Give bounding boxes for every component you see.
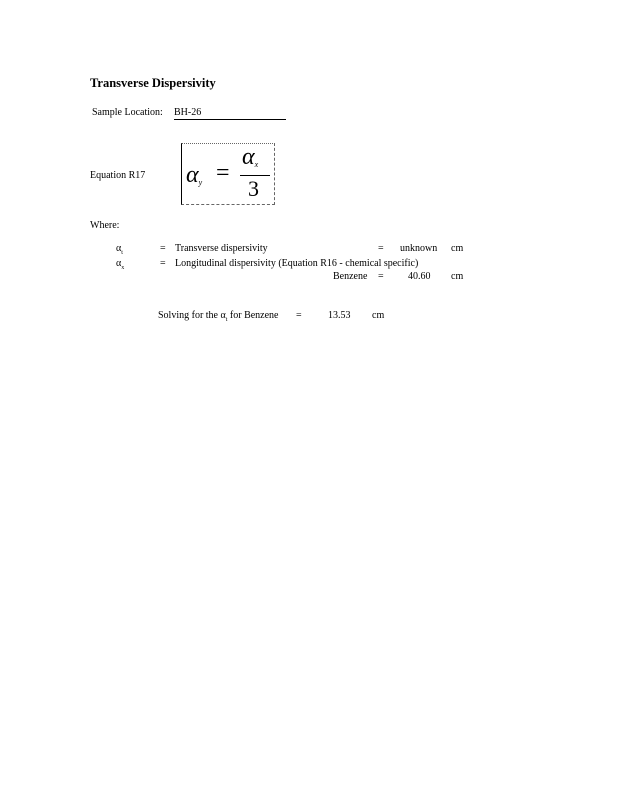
definition-equals: = bbox=[160, 258, 166, 269]
equation-label: Equation R17 bbox=[90, 170, 146, 181]
definition-symbol-subscript: t bbox=[121, 250, 123, 256]
equation-lhs-symbol: α bbox=[186, 162, 199, 188]
definition-symbol-longitudinal bbox=[116, 258, 124, 271]
solution-prefix: Solving for the α bbox=[158, 310, 226, 321]
definition-symbol-subscript: x bbox=[121, 265, 125, 271]
equation-lhs bbox=[186, 162, 202, 189]
solution-label bbox=[158, 310, 279, 323]
equation-box bbox=[181, 143, 275, 205]
equation-denominator: 3 bbox=[248, 176, 259, 201]
definition-value-equals: = bbox=[378, 243, 384, 254]
sample-location-value: BH-26 bbox=[174, 107, 286, 120]
chemical-equals: = bbox=[378, 271, 384, 282]
sample-location-label: Sample Location: bbox=[92, 107, 163, 118]
solution-suffix: for Benzene bbox=[227, 310, 279, 321]
equation-lhs-subscript: y bbox=[198, 178, 203, 187]
definition-symbol-char: α bbox=[116, 243, 122, 254]
solution-unit: cm bbox=[372, 310, 385, 321]
equation-numerator-subscript: x bbox=[254, 160, 259, 169]
chemical-name: Benzene bbox=[333, 271, 368, 282]
where-label: Where: bbox=[90, 220, 120, 231]
definition-description-transverse: Transverse dispersivity bbox=[175, 243, 268, 254]
equation-equals: = bbox=[216, 160, 230, 186]
definition-value-transverse: unknown bbox=[400, 243, 438, 254]
definition-description-longitudinal: Longitudinal dispersivity (Equation R16 - chemical specific) bbox=[175, 258, 419, 269]
chemical-value: 40.60 bbox=[408, 271, 431, 282]
definition-symbol-char: α bbox=[116, 258, 122, 269]
solution-equals: = bbox=[296, 310, 302, 321]
solution-subscript: t bbox=[225, 317, 228, 323]
definition-equals: = bbox=[160, 243, 166, 254]
equation-numerator bbox=[242, 144, 258, 171]
definition-unit-transverse: cm bbox=[451, 243, 464, 254]
solution-value: 13.53 bbox=[328, 310, 351, 321]
equation-numerator-symbol: α bbox=[242, 144, 255, 170]
chemical-unit: cm bbox=[451, 271, 464, 282]
page-title: Transverse Dispersivity bbox=[90, 76, 216, 90]
definition-symbol-transverse bbox=[116, 243, 123, 256]
